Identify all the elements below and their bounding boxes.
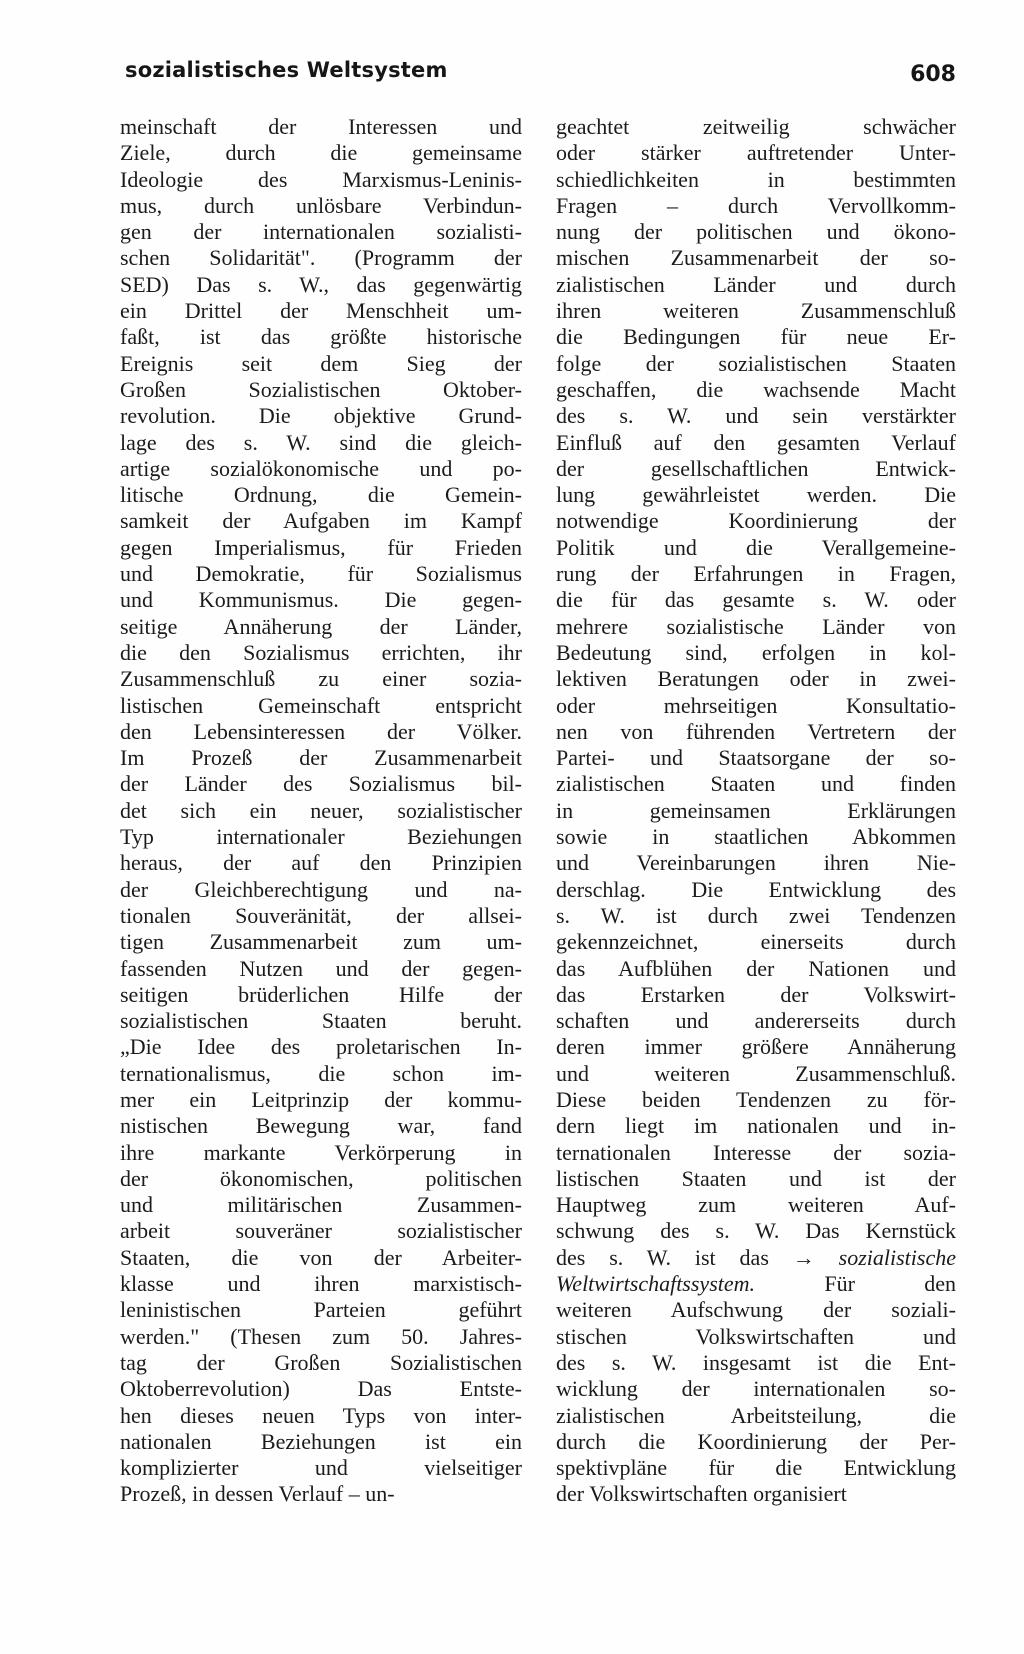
text-line: und Vereinbarungen ihren Nie- [556, 850, 956, 876]
text-line: ihren weiteren Zusammenschluß [556, 298, 956, 324]
text-line: Fragen – durch Vervollkomm- [556, 192, 956, 218]
text-line: Zusammenschluß zu einer sozia- [120, 666, 522, 692]
cross-reference-arrow-icon: → [792, 1244, 815, 1270]
text-line: schwung des s. W. Das Kernstück [556, 1218, 956, 1244]
text-line: nationalen Beziehungen ist ein [120, 1428, 522, 1454]
text-line: Im Prozeß der Zusammenarbeit [120, 745, 522, 771]
page-number: 608 [910, 62, 956, 87]
text-line: der gesellschaftlichen Entwick- [556, 455, 956, 481]
text-line: zialistischen Staaten und finden [556, 771, 956, 797]
text-line: den Lebensinteressen der Völker. [120, 718, 522, 744]
text-line: gen der internationalen sozialisti- [120, 219, 522, 245]
text-line: Ziele, durch die gemeinsame [120, 140, 522, 166]
text-line: und Demokratie, für Sozialismus [120, 561, 522, 587]
text-line: geachtet zeitweilig schwächer [556, 114, 956, 139]
text-line: oder mehrseitigen Konsultatio- [556, 692, 956, 718]
text-line: Typ internationaler Beziehungen [120, 824, 522, 850]
text-line: tigen Zusammenarbeit zum um- [120, 929, 522, 955]
text-line: und weiteren Zusammenschluß. [556, 1060, 956, 1086]
text-line: weiteren Aufschwung der soziali- [556, 1297, 956, 1323]
text-line: und Kommunismus. Die gegen- [120, 587, 522, 613]
text-line: arbeit souveräner sozialistischer [120, 1218, 522, 1244]
text-line: mischen Zusammenarbeit der so- [556, 245, 956, 271]
text-line: des s. W. insgesamt ist die Ent- [556, 1349, 956, 1375]
text-line: Diese beiden Tendenzen zu för- [556, 1086, 956, 1112]
text-line: Bedeutung sind, erfolgen in kol- [556, 639, 956, 665]
text-line: nen von führenden Vertretern der [556, 718, 956, 744]
text-line: seitigen brüderlichen Hilfe der [120, 981, 522, 1007]
text-line: „Die Idee des proletarischen In- [120, 1034, 522, 1060]
text-line: mehrere sozialistische Länder von [556, 613, 956, 639]
text-line: ihre markante Verkörperung in [120, 1139, 522, 1165]
text-line: stischen Volkswirtschaften und [556, 1323, 956, 1349]
text-line-cross-reference: des s. W. ist das → sozialistische [556, 1244, 956, 1270]
text-line: zialistischen Länder und durch [556, 271, 956, 297]
text-line: listischen Gemeinschaft entspricht [120, 692, 522, 718]
text-line: Politik und die Verallgemeine- [556, 534, 956, 560]
text-line: Ereignis seit dem Sieg der [120, 350, 522, 376]
text-line: derschlag. Die Entwicklung des [556, 876, 956, 902]
text-line: lage des s. W. sind die gleich- [120, 429, 522, 455]
text-line: geschaffen, die wachsende Macht [556, 376, 956, 402]
text-line: tag der Großen Sozialistischen [120, 1349, 522, 1375]
text-line: SED) Das s. W., das gegenwärtig [120, 271, 522, 297]
text-line: listischen Staaten und ist der [556, 1165, 956, 1191]
text-line: litische Ordnung, die Gemein- [120, 482, 522, 508]
text-line: sowie in staatlichen Abkommen [556, 824, 956, 850]
text-line: und militärischen Zusammen- [120, 1192, 522, 1218]
left-text-column [120, 114, 522, 1508]
text-line: des s. W. und sein verstärkter [556, 403, 956, 429]
text-line: leninistischen Parteien geführt [120, 1297, 522, 1323]
text-line: nung der politischen und ökono- [556, 219, 956, 245]
text-line-cross-reference-cont: Weltwirtschaftssystem. Für den [556, 1271, 956, 1297]
text-line: samkeit der Aufgaben im Kampf [120, 508, 522, 534]
text-line: das Erstarken der Volkswirt- [556, 981, 956, 1007]
text-line: der Gleichberechtigung und na- [120, 876, 522, 902]
text-line: artige sozialökonomische und po- [120, 455, 522, 481]
text-line: schaften und andererseits durch [556, 1008, 956, 1034]
text-line: die den Sozialismus errichten, ihr [120, 639, 522, 665]
text-line: durch die Koordinierung der Per- [556, 1428, 956, 1454]
text-line: Partei- und Staatsorgane der so- [556, 745, 956, 771]
text-line: gegen Imperialismus, für Frieden [120, 534, 522, 560]
text-line: oder stärker auftretender Unter- [556, 140, 956, 166]
cross-reference-term[interactable]: sozialistische [814, 1244, 956, 1270]
text-line: lektiven Beratungen oder in zwei- [556, 666, 956, 692]
text-line: der Volkswirtschaften organisiert [556, 1481, 847, 1507]
text-line: tionalen Souveränität, der allsei- [120, 902, 522, 928]
text-line: der Länder des Sozialismus bil- [120, 771, 522, 797]
text-line: revolution. Die objektive Grund- [120, 403, 522, 429]
text-line: notwendige Koordinierung der [556, 508, 956, 534]
text-line: Staaten, die von der Arbeiter- [120, 1244, 522, 1270]
text-line: mer ein Leitprinzip der kommu- [120, 1086, 522, 1112]
running-head: sozialistisches Weltsystem [125, 58, 448, 82]
text-line: deren immer größere Annäherung [556, 1034, 956, 1060]
text-line: seitige Annäherung der Länder, [120, 613, 522, 639]
text-line: wicklung der internationalen so- [556, 1376, 956, 1402]
text-line: Großen Sozialistischen Oktober- [120, 376, 522, 402]
text-line: hen dieses neuen Typs von inter- [120, 1402, 522, 1428]
text-line: Ideologie des Marxismus-Leninis- [120, 166, 522, 192]
right-text-column [556, 114, 956, 1508]
text-line: Prozeß, in dessen Verlauf – un- [120, 1481, 395, 1507]
text-line: faßt, ist das größte historische [120, 324, 522, 350]
text-line: spektivpläne für die Entwicklung [556, 1455, 956, 1481]
text-line: Hauptweg zum weiteren Auf- [556, 1192, 956, 1218]
text-line: sozialistischen Staaten beruht. [120, 1008, 522, 1034]
text-line: Oktoberrevolution) Das Entste- [120, 1376, 522, 1402]
text-line: klasse und ihren marxistisch- [120, 1271, 522, 1297]
text-line: Einfluß auf den gesamten Verlauf [556, 429, 956, 455]
text-line: das Aufblühen der Nationen und [556, 955, 956, 981]
text-line: werden." (Thesen zum 50. Jahres- [120, 1323, 522, 1349]
text-line: meinschaft der Interessen und [120, 114, 522, 139]
text-line: heraus, der auf den Prinzipien [120, 850, 522, 876]
text-line: die Bedingungen für neue Er- [556, 324, 956, 350]
text-line: fassenden Nutzen und der gegen- [120, 955, 522, 981]
text-line: s. W. ist durch zwei Tendenzen [556, 902, 956, 928]
text-line: nistischen Bewegung war, fand [120, 1113, 522, 1139]
text-line: zialistischen Arbeitsteilung, die [556, 1402, 956, 1428]
cross-reference-term-cont[interactable]: Weltwirtschaftssystem. [556, 1271, 756, 1297]
text-line: ternationalismus, die schon im- [120, 1060, 522, 1086]
text-line: die für das gesamte s. W. oder [556, 587, 956, 613]
text-line: komplizierter und vielseitiger [120, 1455, 522, 1481]
text-line: ternationalen Interesse der sozia- [556, 1139, 956, 1165]
text-line: lung gewährleistet werden. Die [556, 482, 956, 508]
text-line: in gemeinsamen Erklärungen [556, 797, 956, 823]
text-line: ein Drittel der Menschheit um- [120, 298, 522, 324]
text-line: mus, durch unlösbare Verbindun- [120, 192, 522, 218]
text-line: dern liegt im nationalen und in- [556, 1113, 956, 1139]
text-line: schen Solidarität". (Programm der [120, 245, 522, 271]
text-line: folge der sozialistischen Staaten [556, 350, 956, 376]
text-line: gekennzeichnet, einerseits durch [556, 929, 956, 955]
text-line: schiedlichkeiten in bestimmten [556, 166, 956, 192]
text-line: der ökonomischen, politischen [120, 1165, 522, 1191]
text-line: det sich ein neuer, sozialistischer [120, 797, 522, 823]
text-line: rung der Erfahrungen in Fragen, [556, 561, 956, 587]
